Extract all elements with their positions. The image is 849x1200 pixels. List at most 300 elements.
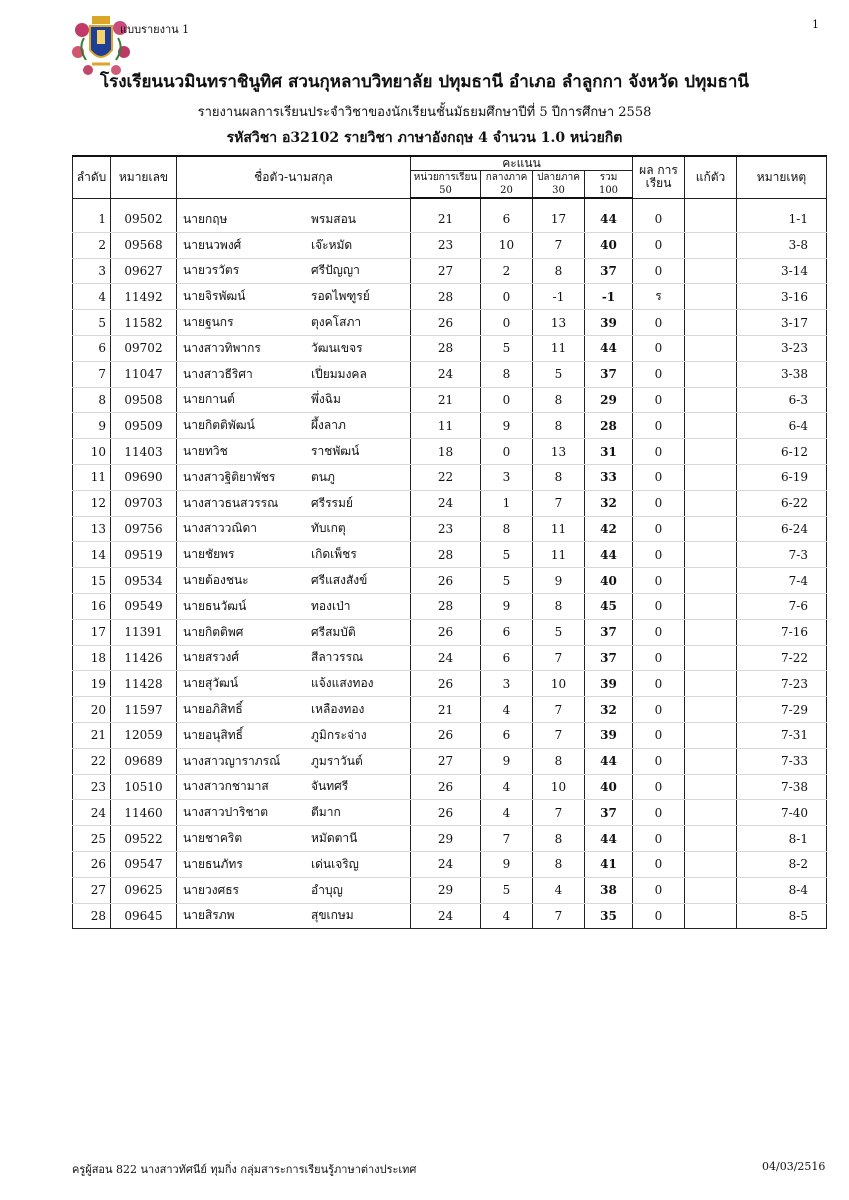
student-name: [177, 284, 411, 310]
grade-result: 0: [633, 645, 685, 671]
last-name: ศรีรรมย์: [311, 495, 353, 510]
grade-result: 0: [633, 464, 685, 490]
student-name: [177, 903, 411, 929]
student-name: [177, 697, 411, 723]
last-name: เปี่ยมมงคล: [311, 366, 367, 381]
midterm-score: 10: [481, 232, 533, 258]
table-row: [73, 645, 827, 671]
row-number: 22: [73, 748, 111, 774]
midterm-score: 0: [481, 284, 533, 310]
student-id: 09502: [111, 207, 177, 232]
midterm-score: 4: [481, 774, 533, 800]
total-score: 44: [585, 335, 633, 361]
midterm-score: 5: [481, 568, 533, 594]
student-name: [177, 335, 411, 361]
last-name: ราชพัฒน์: [311, 444, 360, 459]
note: 6-19: [737, 464, 827, 490]
midterm-score: 9: [481, 748, 533, 774]
note: 8-2: [737, 851, 827, 877]
first-name: นายกานต์: [183, 392, 235, 407]
final-score: 13: [533, 310, 585, 336]
row-number: 2: [73, 232, 111, 258]
retake-grade: [685, 310, 737, 336]
student-id: 11391: [111, 619, 177, 645]
last-name: สีลาวรรณ: [311, 650, 364, 665]
final-score: 8: [533, 387, 585, 413]
retake-grade: [685, 671, 737, 697]
row-number: 11: [73, 464, 111, 490]
midterm-score: 3: [481, 671, 533, 697]
row-number: 24: [73, 800, 111, 826]
midterm-score: 8: [481, 361, 533, 387]
student-id: 11403: [111, 439, 177, 465]
total-score: 32: [585, 697, 633, 723]
unit-score: 23: [411, 232, 481, 258]
first-name: นางสาวทิพากร: [183, 340, 261, 355]
last-name: ภูมราวันต์: [311, 753, 363, 768]
total-score: 39: [585, 671, 633, 697]
table-row: [73, 697, 827, 723]
table-row: [73, 542, 827, 568]
first-name: นายฐนกร: [183, 315, 234, 330]
total-score: 37: [585, 619, 633, 645]
midterm-score: 9: [481, 413, 533, 439]
retake-grade: [685, 284, 737, 310]
last-name: พึ่งฉิม: [311, 392, 341, 407]
first-name: นายทวิช: [183, 444, 228, 459]
retake-grade: [685, 619, 737, 645]
col-header-total: รวม 100: [585, 171, 633, 199]
final-score: 8: [533, 258, 585, 284]
student-id: 11426: [111, 645, 177, 671]
last-name: จันทศรี: [311, 779, 349, 794]
retake-grade: [685, 593, 737, 619]
print-date: 04/03/2516: [762, 1160, 826, 1173]
last-name: ทองเป่า: [311, 598, 351, 613]
grade-result: 0: [633, 361, 685, 387]
note: 6-22: [737, 490, 827, 516]
note: 7-23: [737, 671, 827, 697]
retake-grade: [685, 413, 737, 439]
student-id: 09689: [111, 748, 177, 774]
retake-grade: [685, 697, 737, 723]
row-number: 21: [73, 722, 111, 748]
grade-result: 0: [633, 207, 685, 232]
last-name: ศรีปัญญา: [311, 263, 360, 278]
retake-grade: [685, 877, 737, 903]
retake-grade: [685, 722, 737, 748]
student-id: 12059: [111, 722, 177, 748]
student-id: 09645: [111, 903, 177, 929]
first-name: นายกฤษ: [183, 211, 228, 226]
unit-score: 18: [411, 439, 481, 465]
retake-grade: [685, 464, 737, 490]
grade-result: 0: [633, 516, 685, 542]
note: 3-8: [737, 232, 827, 258]
last-name: ตุงคโสภา: [311, 315, 362, 330]
note: 6-24: [737, 516, 827, 542]
row-number: 19: [73, 671, 111, 697]
midterm-score: 5: [481, 542, 533, 568]
grade-result: 0: [633, 490, 685, 516]
unit-score: 27: [411, 258, 481, 284]
table-row: [73, 671, 827, 697]
total-score: 33: [585, 464, 633, 490]
student-name: [177, 490, 411, 516]
grade-result: 0: [633, 619, 685, 645]
first-name: นายวรวัตร: [183, 263, 240, 278]
note: 7-22: [737, 645, 827, 671]
first-name: นายจิรพัฒน์: [183, 289, 246, 304]
grade-result: 0: [633, 568, 685, 594]
unit-score: 26: [411, 671, 481, 697]
table-row: [73, 232, 827, 258]
row-number: 18: [73, 645, 111, 671]
total-score: 40: [585, 232, 633, 258]
first-name: นายนวพงศ์: [183, 237, 242, 252]
student-id: 11460: [111, 800, 177, 826]
last-name: ผึ้งลาภ: [311, 418, 346, 433]
first-name: นายอนุสิทธิ์: [183, 727, 243, 742]
note: 8-1: [737, 826, 827, 852]
row-number: 17: [73, 619, 111, 645]
final-score: 4: [533, 877, 585, 903]
midterm-score: 0: [481, 310, 533, 336]
note: 7-40: [737, 800, 827, 826]
student-id: 09549: [111, 593, 177, 619]
first-name: นายธนวัฒน์: [183, 598, 247, 613]
midterm-score: 6: [481, 722, 533, 748]
last-name: ตนภู: [311, 469, 335, 484]
final-score: 7: [533, 800, 585, 826]
midterm-score: 9: [481, 593, 533, 619]
note: 8-4: [737, 877, 827, 903]
row-number: 10: [73, 439, 111, 465]
grade-result: ร: [633, 284, 685, 310]
retake-grade: [685, 774, 737, 800]
total-score: 41: [585, 851, 633, 877]
last-name: เด่นเจริญ: [311, 856, 359, 871]
first-name: นายกิตติพศ: [183, 624, 244, 639]
unit-score: 26: [411, 568, 481, 594]
last-name: แจ้งแสงทอง: [311, 676, 374, 691]
total-score: 42: [585, 516, 633, 542]
final-score: 8: [533, 851, 585, 877]
retake-grade: [685, 335, 737, 361]
table-row: [73, 851, 827, 877]
grade-result: 0: [633, 748, 685, 774]
row-number: 23: [73, 774, 111, 800]
col-header-note: หมายเหตุ: [737, 156, 827, 198]
last-name: ภูมิกระจ่าง: [311, 727, 367, 742]
last-name: ศรีสมบัติ: [311, 624, 356, 639]
note: 7-29: [737, 697, 827, 723]
total-score: 38: [585, 877, 633, 903]
student-name: [177, 619, 411, 645]
midterm-score: 0: [481, 439, 533, 465]
row-number: 6: [73, 335, 111, 361]
grade-result: 0: [633, 800, 685, 826]
col-header-mid: กลางภาค 20: [481, 171, 533, 199]
student-id: 09627: [111, 258, 177, 284]
grade-result: 0: [633, 774, 685, 800]
table-row: [73, 387, 827, 413]
table-row: [73, 826, 827, 852]
report-form-label: แบบรายงาน 1: [120, 23, 190, 36]
total-score: 37: [585, 800, 633, 826]
student-name: [177, 207, 411, 232]
table-row: [73, 516, 827, 542]
first-name: นายสุวัฒน์: [183, 676, 239, 691]
final-score: 7: [533, 490, 585, 516]
student-id: 09690: [111, 464, 177, 490]
student-name: [177, 387, 411, 413]
grade-result: 0: [633, 387, 685, 413]
row-number: 13: [73, 516, 111, 542]
unit-score: 26: [411, 800, 481, 826]
unit-score: 28: [411, 542, 481, 568]
total-score: 31: [585, 439, 633, 465]
note: 8-5: [737, 903, 827, 929]
total-score: 40: [585, 774, 633, 800]
grade-result: 0: [633, 542, 685, 568]
student-name: [177, 748, 411, 774]
student-id: 09509: [111, 413, 177, 439]
col-header-fix: แก้ตัว: [685, 156, 737, 198]
student-id: 09625: [111, 877, 177, 903]
midterm-score: 9: [481, 851, 533, 877]
row-number: 12: [73, 490, 111, 516]
grade-result: 0: [633, 697, 685, 723]
retake-grade: [685, 748, 737, 774]
col-header-no: ลำดับ: [73, 156, 111, 198]
note: 7-16: [737, 619, 827, 645]
midterm-score: 5: [481, 877, 533, 903]
total-score: 28: [585, 413, 633, 439]
total-score: 44: [585, 207, 633, 232]
row-number: 9: [73, 413, 111, 439]
midterm-score: 7: [481, 826, 533, 852]
midterm-score: 0: [481, 387, 533, 413]
col-header-unit: หน่วยการเรียน 50: [411, 171, 481, 199]
grade-result: 0: [633, 593, 685, 619]
student-id: 09568: [111, 232, 177, 258]
first-name: นายต้องชนะ: [183, 573, 249, 588]
midterm-score: 2: [481, 258, 533, 284]
total-score: 40: [585, 568, 633, 594]
last-name: เจ๊ะหมัด: [311, 237, 353, 252]
unit-score: 28: [411, 284, 481, 310]
unit-score: 22: [411, 464, 481, 490]
note: 7-33: [737, 748, 827, 774]
student-id: 11597: [111, 697, 177, 723]
last-name: พรมสอน: [311, 211, 356, 226]
midterm-score: 6: [481, 645, 533, 671]
col-header-final: ปลายภาค 30: [533, 171, 585, 199]
student-id: 11582: [111, 310, 177, 336]
student-name: [177, 671, 411, 697]
row-number: 28: [73, 903, 111, 929]
midterm-score: 6: [481, 207, 533, 232]
unit-score: 29: [411, 826, 481, 852]
row-number: 15: [73, 568, 111, 594]
unit-score: 21: [411, 697, 481, 723]
student-id: 11047: [111, 361, 177, 387]
table-row: [73, 593, 827, 619]
retake-grade: [685, 542, 737, 568]
last-name: ศรีแสงสังข์: [311, 573, 368, 588]
last-name: รอดไพฑูรย์: [311, 289, 370, 304]
retake-grade: [685, 258, 737, 284]
student-name: [177, 826, 411, 852]
total-score: 32: [585, 490, 633, 516]
student-id: 09519: [111, 542, 177, 568]
grade-result: 0: [633, 439, 685, 465]
grade-result: 0: [633, 258, 685, 284]
student-id: 11492: [111, 284, 177, 310]
grade-result: 0: [633, 413, 685, 439]
first-name: นางสาววณิดา: [183, 521, 258, 536]
final-score: 9: [533, 568, 585, 594]
table-row: [73, 258, 827, 284]
first-name: นางสาวญาราภรณ์: [183, 753, 281, 768]
retake-grade: [685, 439, 737, 465]
retake-grade: [685, 516, 737, 542]
final-score: 11: [533, 516, 585, 542]
unit-score: 23: [411, 516, 481, 542]
student-id: 09522: [111, 826, 177, 852]
table-row: [73, 464, 827, 490]
last-name: เกิดเพ็ชร: [311, 547, 357, 562]
student-name: [177, 722, 411, 748]
table-row: [73, 877, 827, 903]
retake-grade: [685, 645, 737, 671]
note: 3-17: [737, 310, 827, 336]
report-subtitle: รายงานผลการเรียนประจำวิชาของนักเรียนชั้นมัธยมศึกษาปีที่ 5 ปีการศึกษา 2558: [197, 105, 652, 120]
unit-score: 24: [411, 490, 481, 516]
unit-score: 26: [411, 310, 481, 336]
unit-score: 26: [411, 722, 481, 748]
final-score: 7: [533, 697, 585, 723]
unit-score: 24: [411, 903, 481, 929]
grade-result: 0: [633, 826, 685, 852]
first-name: นายสรวงศ์: [183, 650, 239, 665]
first-name: นายกิตติพัฒน์: [183, 418, 255, 433]
student-name: [177, 877, 411, 903]
student-name: [177, 593, 411, 619]
note: 7-3: [737, 542, 827, 568]
retake-grade: [685, 207, 737, 232]
final-score: 10: [533, 774, 585, 800]
final-score: 8: [533, 593, 585, 619]
retake-grade: [685, 490, 737, 516]
student-id: 09534: [111, 568, 177, 594]
retake-grade: [685, 232, 737, 258]
grades-table: [72, 155, 827, 929]
final-score: 7: [533, 645, 585, 671]
grade-result: 0: [633, 232, 685, 258]
student-name: [177, 439, 411, 465]
unit-score: 28: [411, 593, 481, 619]
student-name: [177, 232, 411, 258]
retake-grade: [685, 387, 737, 413]
table-row: [73, 207, 827, 232]
last-name: เหลืองทอง: [311, 702, 365, 717]
first-name: นายชัยพร: [183, 547, 235, 562]
first-name: นายสิรภพ: [183, 908, 235, 923]
note: 3-38: [737, 361, 827, 387]
table-row: [73, 800, 827, 826]
note: 3-16: [737, 284, 827, 310]
first-name: นางสาวฐิติยาพัชร: [183, 469, 276, 484]
row-number: 25: [73, 826, 111, 852]
row-number: 7: [73, 361, 111, 387]
note: 1-1: [737, 207, 827, 232]
total-score: 44: [585, 826, 633, 852]
note: 7-38: [737, 774, 827, 800]
row-number: 16: [73, 593, 111, 619]
student-id: 09547: [111, 851, 177, 877]
unit-score: 28: [411, 335, 481, 361]
col-header-result: ผล การเรียน: [633, 156, 685, 198]
first-name: นายอภิสิทธิ์: [183, 702, 243, 717]
student-id: 09508: [111, 387, 177, 413]
total-score: 29: [585, 387, 633, 413]
student-name: [177, 516, 411, 542]
grade-result: 0: [633, 335, 685, 361]
note: 6-12: [737, 439, 827, 465]
student-name: [177, 413, 411, 439]
row-number: 5: [73, 310, 111, 336]
total-score: -1: [585, 284, 633, 310]
total-score: 44: [585, 748, 633, 774]
table-row: [73, 619, 827, 645]
last-name: วัฒนเขจร: [311, 340, 363, 355]
final-score: 5: [533, 619, 585, 645]
final-score: 10: [533, 671, 585, 697]
note: 7-6: [737, 593, 827, 619]
grade-result: 0: [633, 671, 685, 697]
grade-result: 0: [633, 851, 685, 877]
final-score: 7: [533, 903, 585, 929]
course-info: รหัสวิชา อ32102 รายวิชา ภาษาอังกฤษ 4 จำนวน 1.0 หน่วยกิต: [226, 130, 623, 146]
final-score: 11: [533, 335, 585, 361]
student-id: 09756: [111, 516, 177, 542]
total-score: 37: [585, 258, 633, 284]
midterm-score: 6: [481, 619, 533, 645]
note: 6-4: [737, 413, 827, 439]
unit-score: 27: [411, 748, 481, 774]
student-name: [177, 568, 411, 594]
teacher-info: ครูผู้สอน 822 นางสาวทัศนีย์ ทุมกิ่ง กลุ่มสาระการเรียนรู้ภาษาต่างประเทศ: [72, 1163, 417, 1176]
student-name: [177, 258, 411, 284]
student-id: 09703: [111, 490, 177, 516]
first-name: นางสาวปาริชาต: [183, 805, 269, 820]
midterm-score: 8: [481, 516, 533, 542]
unit-score: 24: [411, 361, 481, 387]
table-row: [73, 774, 827, 800]
unit-score: 21: [411, 387, 481, 413]
row-number: 14: [73, 542, 111, 568]
table-row: [73, 903, 827, 929]
midterm-score: 4: [481, 903, 533, 929]
unit-score: 29: [411, 877, 481, 903]
student-id: 10510: [111, 774, 177, 800]
table-row: [73, 748, 827, 774]
row-number: 26: [73, 851, 111, 877]
student-name: [177, 310, 411, 336]
final-score: 8: [533, 748, 585, 774]
